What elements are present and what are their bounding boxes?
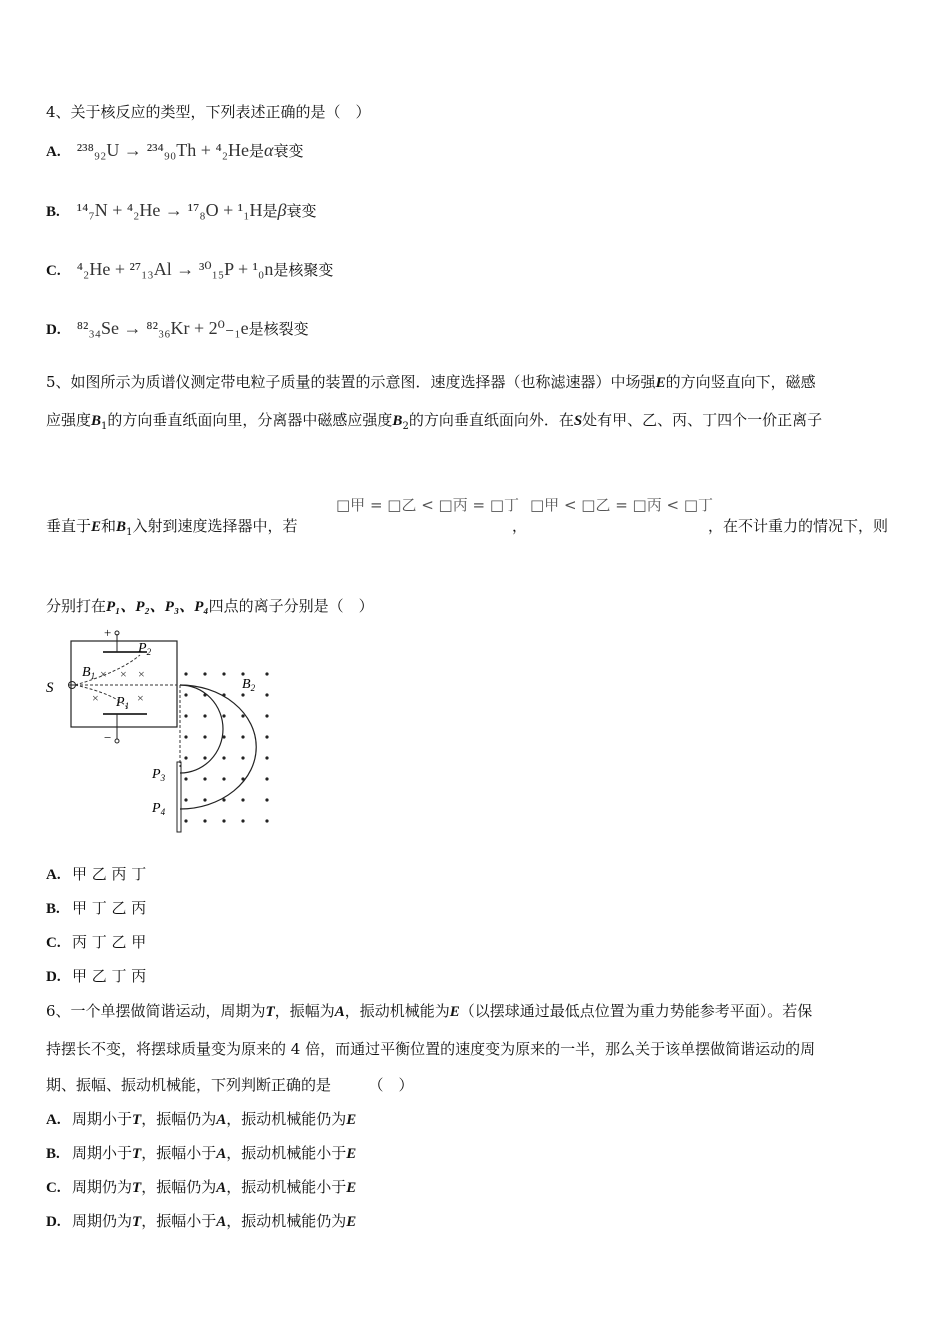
q6-stem-line2: 持摆长不变，将摆球质量变为原来的 4 倍，而通过平衡位置的速度变为原来的一半，那么关于该单摆做简谐运动的周: [46, 1040, 816, 1058]
field-dot: [222, 777, 225, 780]
field-dot: [203, 714, 206, 717]
field-dot: [203, 819, 206, 822]
field-dot: [222, 672, 225, 675]
field-dot: [222, 693, 225, 696]
q4-a-rhs: ²³⁴₉₀Th + ⁴₂He: [146, 140, 249, 160]
mass-spectrometer-figure: [40, 622, 290, 842]
separator-path-outer: [180, 685, 256, 809]
svg-text:×: ×: [137, 691, 144, 705]
field-dot: [184, 798, 187, 801]
label-p1: $P_1$: [116, 695, 130, 711]
field-dot: [265, 714, 268, 717]
field-dot: [184, 714, 187, 717]
q6-option-a: A. 周期小于T，振幅仍为A，振动机械能仍为E: [46, 1110, 357, 1128]
q4-d-lhs: ⁸²₃₄Se →: [76, 318, 142, 338]
q6-option-d: D. 周期仍为T，振幅小于A，振动机械能仍为E: [46, 1212, 357, 1230]
q6-stem-line3: 期、振幅、振动机械能，下列判断正确的是 （ ）: [46, 1076, 414, 1094]
field-dot: [184, 756, 187, 759]
field-dot: [184, 819, 187, 822]
svg-text:×: ×: [92, 691, 99, 705]
q6-stem-line1: 6、一个单摆做简谐运动，周期为T，振幅为A，振动机械能为E（以摆球通过最低点位置为重力势能参考平面）。若保: [46, 1002, 813, 1020]
q4-option-b: B. ¹⁴₇N + ⁴₂He → ¹⁷₈O + ¹₁H是β衰变: [46, 200, 317, 220]
field-dot: [241, 714, 244, 717]
field-dot: [203, 735, 206, 738]
field-dot: [265, 819, 268, 822]
field-dot: [184, 672, 187, 675]
svg-text:×: ×: [100, 667, 107, 681]
minus-terminal: −: [104, 730, 112, 745]
field-dot: [203, 672, 206, 675]
field-dot: [241, 798, 244, 801]
field-dot: [241, 735, 244, 738]
q4-stem: 4、关于核反应的类型，下列表述正确的是（ ）: [46, 103, 371, 121]
q4-a-lhs: ²³⁸₉₂U →: [76, 140, 142, 160]
field-dot: [241, 756, 244, 759]
field-dot: [241, 693, 244, 696]
q4-d-rhs: ⁸²₃₆Kr + 2⁰₋₁e: [146, 318, 249, 338]
separator-path-inner: [180, 685, 223, 773]
svg-text:×: ×: [120, 667, 127, 681]
plus-terminal: +: [104, 625, 112, 640]
label-b1: $B_1$: [82, 665, 96, 681]
svg-text:×: ×: [138, 667, 145, 681]
label-p3: $P_3$: [152, 767, 166, 783]
q5-option-c: C. 丙 丁 乙 甲: [46, 933, 147, 951]
q4-option-d: D. ⁸²₃₄Se → ⁸²₃₆Kr + 2⁰₋₁e是核裂变: [46, 318, 309, 338]
q5-stem-line1: 5、如图所示为质谱仪测定带电粒子质量的装置的示意图．速度选择器（也称滤速器）中场强E的方向竖直向下，磁感: [46, 373, 816, 391]
q5-option-a: A. 甲 乙 丙 丁: [46, 865, 147, 883]
field-dot: [222, 714, 225, 717]
q5-stem-line4: 分别打在P₁、P₂、P₃、P₄四点的离子分别是（ ）: [46, 597, 374, 615]
field-dot: [241, 819, 244, 822]
q5-option-d: D. 甲 乙 丁 丙: [46, 967, 147, 985]
q6-option-c: C. 周期仍为T，振幅仍为A，振动机械能小于E: [46, 1178, 357, 1196]
label-s: S: [46, 680, 54, 696]
q4-c-lhs: ⁴₂He + ²⁷₁₃Al →: [76, 259, 195, 279]
field-dot: [265, 777, 268, 780]
field-dot: [265, 798, 268, 801]
q5-option-b: B. 甲 丁 乙 丙: [46, 899, 147, 917]
field-dot: [203, 798, 206, 801]
q4-b-lhs: ¹⁴₇N + ⁴₂He →: [76, 200, 183, 220]
q4-option-a: A. ²³⁸₉₂U → ²³⁴₉₀Th + ⁴₂He是α衰变: [46, 140, 304, 160]
field-dot: [222, 819, 225, 822]
q4-b-rhs: ¹⁷₈O + ¹₁H: [187, 200, 263, 220]
field-dot: [241, 777, 244, 780]
field-dot: [265, 756, 268, 759]
field-dot: [203, 693, 206, 696]
q5-condition-1: □甲 = □乙 < □丙 = □丁: [336, 496, 520, 514]
q6-option-b: B. 周期小于T，振幅小于A，振动机械能小于E: [46, 1144, 357, 1162]
field-dot: [222, 798, 225, 801]
field-dot: [184, 735, 187, 738]
field-dot: [203, 777, 206, 780]
q5-stem-line2: 应强度$B_1$的方向垂直纸面向里，分离器中磁感应强度$B_2$的方向垂直纸面向外．在S处有甲、乙、丙、丁四个一价正离子: [46, 411, 823, 432]
field-dot: [265, 672, 268, 675]
field-dot: [222, 756, 225, 759]
field-dot: [265, 693, 268, 696]
field-dot: [184, 693, 187, 696]
field-dot: [241, 672, 244, 675]
field-dot: [222, 735, 225, 738]
label-p2: $P_2$: [138, 641, 152, 657]
label-p4: $P_4$: [152, 801, 166, 817]
q5-condition-2: □甲 < □乙 = □丙 < □丁: [530, 496, 714, 514]
q5-stem-line3: 垂直于E和$B_1$入射到速度选择器中，若 ， ，在不计重力的情况下，则: [46, 517, 889, 538]
label-b2: $B_2$: [242, 677, 256, 693]
field-dot: [184, 777, 187, 780]
q4-c-rhs: ³⁰₁₅P + ¹₀n: [198, 259, 274, 279]
field-dot: [265, 735, 268, 738]
field-dot: [203, 756, 206, 759]
q4-option-c: C. ⁴₂He + ²⁷₁₃Al → ³⁰₁₅P + ¹₀n是核聚变: [46, 259, 334, 279]
